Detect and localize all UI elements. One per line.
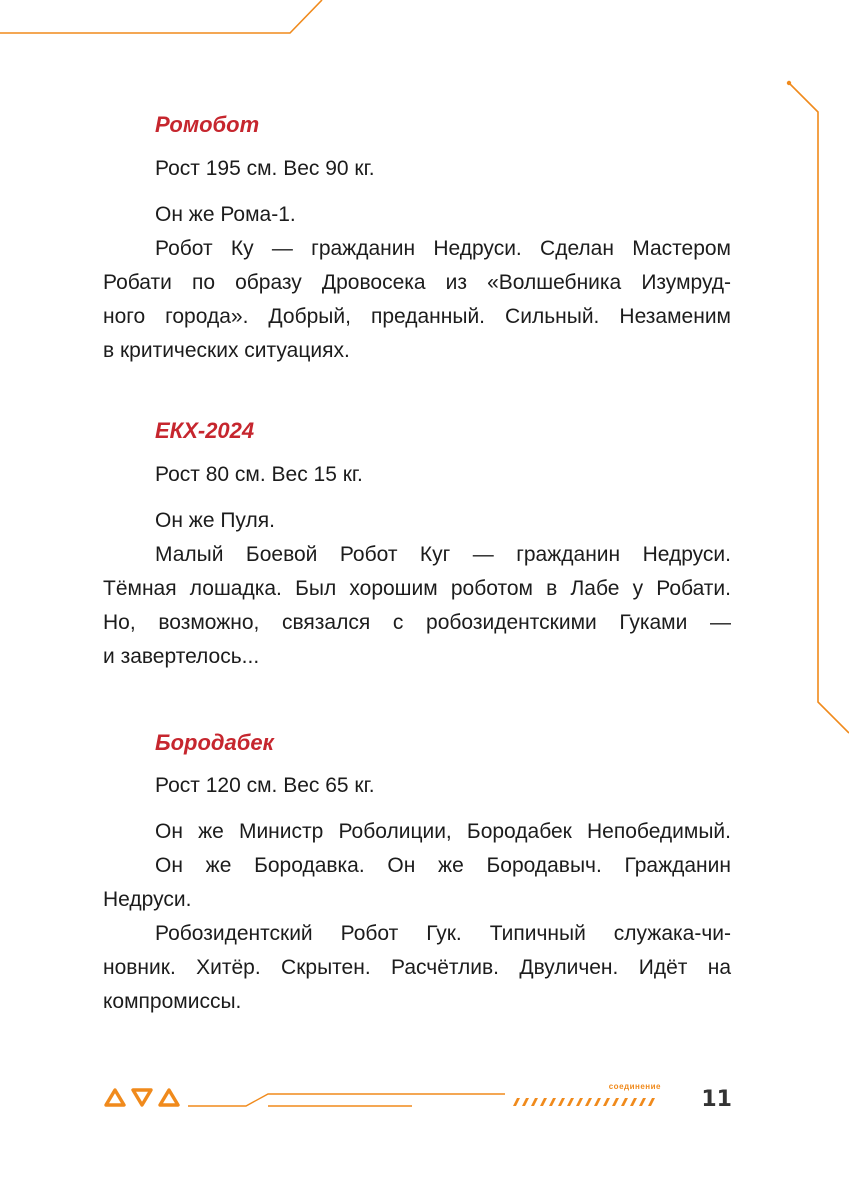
character-description: Он же Пуля. Малый Боевой Робот Куг — гражданин Недруси. Тёмная лошадка. Был хорошим роботом в Лабе у Робати. Но, возможно, связался с робозидентскими Гуками — и завертелось...	[103, 509, 731, 668]
character-name: Ромобот	[155, 112, 260, 137]
character-description: Он же Рома-1. Робот Ку — гражданин Недруси. Сделан Мастером Робати по образу Дровосека из «Волшебника Изумруд- ного города». Добрый, преданный. Сильный. Незаменим в критических ситуациях.	[103, 203, 731, 362]
footer-hazard-stripes	[513, 1098, 655, 1106]
right-side-line	[789, 83, 849, 733]
character-name: ЕКХ-2024	[155, 418, 255, 443]
character-name: Бородабек	[155, 730, 274, 755]
character-stats: Рост 80 см. Вес 15 кг.	[155, 463, 363, 486]
footer-logo-icon	[102, 1086, 182, 1108]
top-corner-line	[0, 0, 322, 33]
character-stats: Рост 120 см. Вес 65 кг.	[155, 774, 375, 797]
footer-brand-word: соединение	[608, 1082, 661, 1091]
character-description: Он же Министр Роболиции, Бородабек Непобедимый. Он же Бородавка. Он же Бородавыч. Гражданин Недруси. Робозидентский Робот Гук. Типичный служака-чи- новник. Хитёр. Скрытен. Расчётлив. Двуличен. Идёт на компромиссы.	[103, 820, 731, 1013]
right-line-end-dot	[787, 81, 791, 85]
character-stats: Рост 195 см. Вес 90 кг.	[155, 157, 375, 180]
footer-line	[188, 1094, 505, 1106]
page-number: 11	[701, 1087, 732, 1112]
